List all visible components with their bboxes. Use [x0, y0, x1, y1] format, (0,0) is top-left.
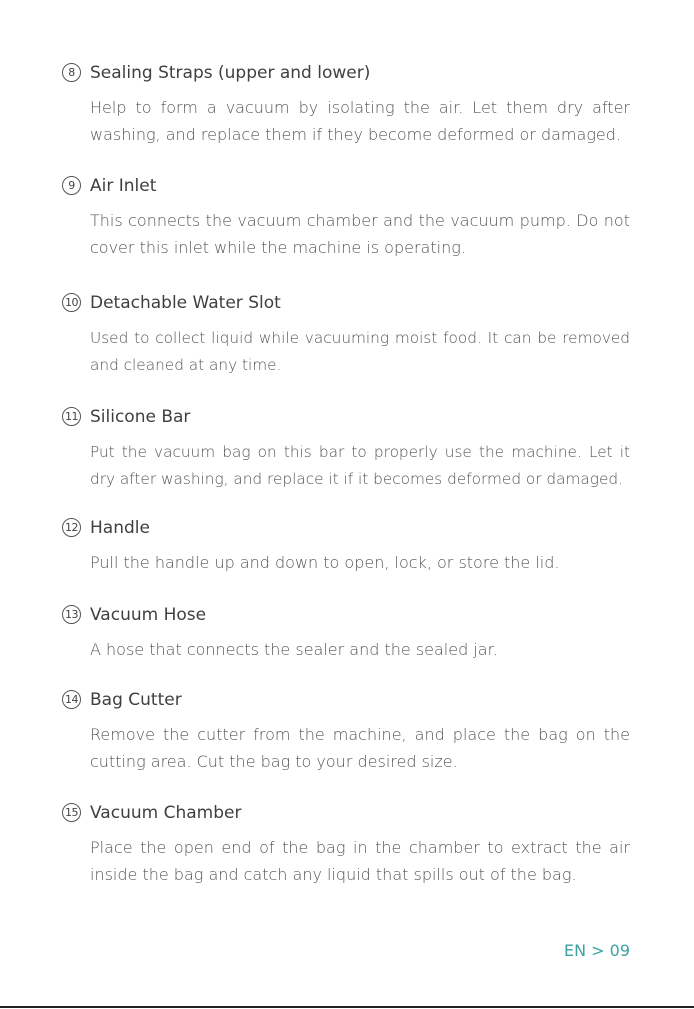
item-header — [0, 405, 694, 431]
item-title: Sealing Straps (upper and lower) — [90, 63, 371, 83]
item-description: This connects the vacuum chamber and the vacuum pump. Do not cover this inlet while the machine is operating. — [90, 211, 630, 257]
list-item-silicone-bar — [0, 405, 694, 488]
item-number-badge: 12 — [62, 518, 81, 537]
item-number-badge: 15 — [62, 803, 81, 822]
item-number-badge: 8 — [62, 63, 81, 82]
list-item-sealing-straps — [0, 61, 694, 144]
list-item-vacuum-hose — [0, 603, 694, 659]
list-item-handle — [0, 516, 694, 572]
item-description: Place the open end of the bag in the chamber to extract the air inside the bag and catch any liquid that spills out of the bag. — [90, 838, 630, 884]
list-item-vacuum-chamber — [0, 801, 694, 884]
item-description: Used to collect liquid while vacuuming moist food. It can be removed and cleaned at any time. — [90, 329, 630, 374]
item-title: Bag Cutter — [90, 690, 182, 710]
list-item-air-inlet — [0, 174, 694, 257]
item-header — [0, 801, 694, 827]
list-item-bag-cutter — [0, 688, 694, 771]
item-description: Put the vacuum bag on this bar to properly use the machine. Let it dry after washing, and replace it if it becomes deformed or damaged. — [90, 443, 630, 488]
item-number-badge: 14 — [62, 690, 81, 709]
item-title: Handle — [90, 518, 150, 538]
item-title: Vacuum Hose — [90, 605, 207, 625]
item-description: Pull the handle up and down to open, lock, or store the lid. — [90, 553, 560, 572]
item-header — [0, 61, 694, 87]
item-header — [0, 688, 694, 714]
item-number-badge: 13 — [62, 605, 81, 624]
item-header — [0, 174, 694, 200]
item-header — [0, 291, 694, 317]
page-number: EN > 09 — [563, 941, 630, 960]
item-number-badge: 10 — [62, 293, 81, 312]
item-title: Silicone Bar — [90, 407, 191, 427]
item-title: Detachable Water Slot — [90, 293, 281, 313]
page-edge-divider — [0, 1006, 694, 1008]
item-description: Help to form a vacuum by isolating the air. Let them dry after washing, and replace them if they become deformed or damaged. — [90, 98, 630, 144]
item-header — [0, 516, 694, 542]
item-header — [0, 603, 694, 629]
list-item-water-slot — [0, 291, 694, 374]
item-description: A hose that connects the sealer and the sealed jar. — [90, 640, 498, 659]
item-title: Air Inlet — [90, 176, 157, 196]
item-number-badge: 11 — [62, 407, 81, 426]
item-title: Vacuum Chamber — [90, 803, 242, 823]
item-description: Remove the cutter from the machine, and place the bag on the cutting area. Cut the bag to your desired size. — [90, 725, 630, 771]
item-number-badge: 9 — [62, 176, 81, 195]
